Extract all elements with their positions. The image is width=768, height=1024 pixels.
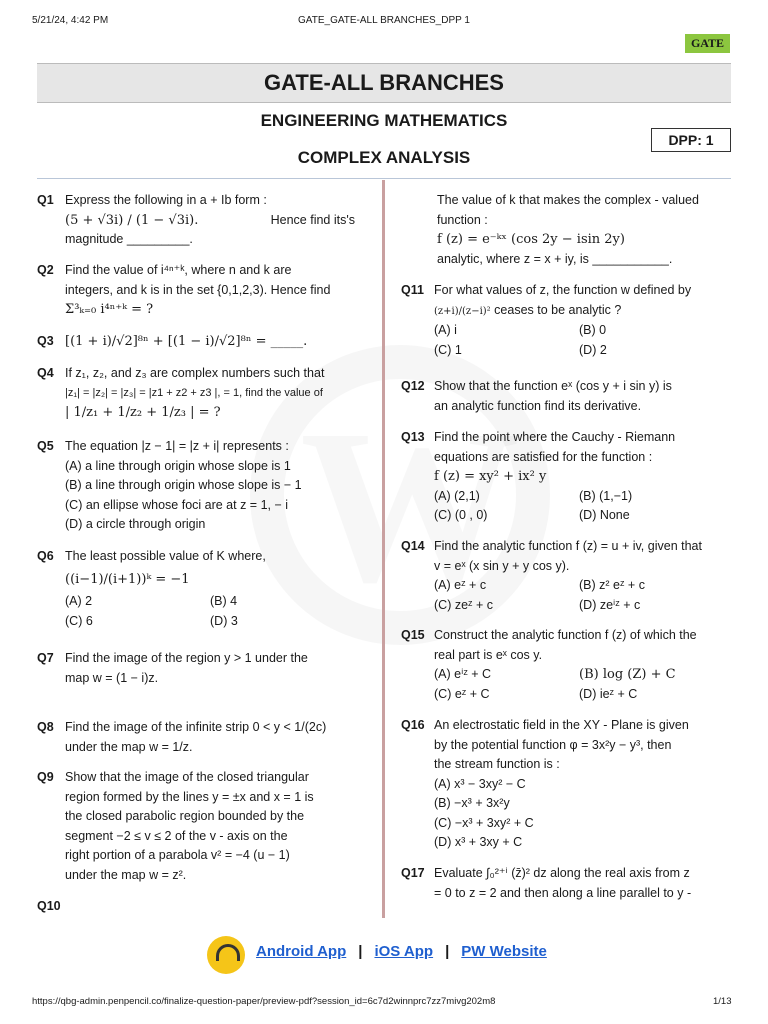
question-q6: The least possible value of K where, ((i−1)/(i+1))ᵏ = −1 (A) 2 (B) 4 (C) 6 (D) 3	[65, 547, 355, 631]
question-q7: Find the image of the region y > 1 under the map w = (1 − i)z.	[65, 651, 308, 685]
q13-option-d: (D) None	[579, 508, 630, 522]
pw-website-link[interactable]: PW Website	[461, 943, 547, 960]
question-q11: For what values of z, the function w defined by (z+i)/(z−i)² ceases to be analytic ? (A) i (B) 0 (C) 1 (D) 2	[434, 281, 734, 360]
question-q4: If z₁, z₂, and z₃ are complex numbers such that |z₁| = |z₂| = |z₃| = |z1 + z2 + z3 |, = 1, find the value of | 1/z₁ + 1/z₂ + 1/z₃ | = ?	[65, 366, 325, 420]
question-q8: Find the image of the infinite strip 0 < y < 1/(2c) under the map w = 1/z.	[65, 720, 327, 754]
question-q9: Show that the image of the closed triangular region formed by the lines y = ±x and x = 1 is the closed parabolic region bounded by the segment −2 ≤ v ≤ 2 of the v - axis on the right portion of a parabola v² = −4 (u − 1) under the map w = z².	[65, 770, 314, 882]
q11-option-c: (C) 1	[434, 342, 462, 357]
q13-option-b: (B) (1,−1)	[579, 488, 633, 503]
q5-option-a: (A) a line through origin whose slope is 1	[65, 458, 291, 473]
question-q13: Find the point where the Cauchy - Riemann equations are satisfied for the function : f (z) = xy² + ix² y (A) (2,1) (B) (1,−1) (C) (0 , 0) (D) None	[434, 428, 734, 526]
q2-number: Q2	[37, 263, 54, 277]
question-q12: Show that the function eˣ (cos y + i sin y) is an analytic function find its derivative.	[434, 379, 672, 413]
q15-option-d: (D) ieᶻ + C	[579, 686, 638, 701]
q15-option-a: (A) eⁱᶻ + C	[434, 667, 492, 681]
dpp-box: DPP: 1	[651, 128, 731, 152]
footer-links	[256, 943, 547, 960]
q14-number: Q14	[401, 539, 425, 553]
q5-option-c: (C) an ellipse whose foci are at z = 1, − i	[65, 497, 289, 512]
question-q14: Find the analytic function f (z) = u + iv, given that v = eˣ (x sin y + y cos y). (A) eᶻ + c (B) z² eᶻ + c (C) zeᶻ + c (D) zeⁱᶻ + c	[434, 537, 734, 615]
question-q10-continued: The value of k that makes the complex - valued function : f (z) = e⁻ᵏˣ (cos 2y − isin 2y) analytic, where z = x + iy, is ___________.	[437, 193, 699, 266]
question-q16: An electrostatic field in the XY - Plane is given by the potential function φ = 3x²y − y³, then the stream function is : (A) x³ − 3xy² − C (B) −x³ + 3x²y (C) −x³ + 3xy² + C (D) x³ + 3xy + C	[434, 716, 734, 853]
android-app-link[interactable]: Android App	[256, 943, 347, 960]
q16-option-d: (D) x³ + 3xy + C	[434, 835, 523, 849]
q8-number: Q8	[37, 720, 54, 734]
q3-number: Q3	[37, 334, 54, 348]
question-q2: Find the value of i⁴ⁿ⁺ᵏ, where n and k are integers, and k is in the set {0,1,2,3). Hence find Σ³ₖ₌₀ i⁴ⁿ⁺ᵏ = ?	[65, 263, 331, 317]
q6-option-b: (B) 4	[210, 594, 238, 608]
q11-option-a: (A) i	[434, 323, 457, 337]
q16-option-c: (C) −x³ + 3xy² + C	[434, 815, 534, 830]
q14-option-b: (B) z² eᶻ + c	[579, 578, 645, 592]
q10-number: Q10	[37, 899, 61, 913]
q11-number: Q11	[401, 283, 424, 297]
q5-option-d: (D) a circle through origin	[65, 517, 206, 531]
q16-option-a: (A) x³ − 3xy² − C	[434, 776, 526, 791]
q12-number: Q12	[401, 379, 425, 393]
q6-option-d: (D) 3	[210, 613, 238, 628]
ios-app-link[interactable]: iOS App	[374, 943, 434, 960]
question-q17: Evaluate ∫₀²⁺ⁱ (z̄)² dz along the real axis from z = 0 to z = 2 and then along a line parallel to y -	[434, 866, 692, 900]
q16-number: Q16	[401, 718, 425, 732]
question-q1: Express the following in a + Ib form : (5 + √3i) / (1 − √3i). Hence find its's magnitude _________.	[65, 193, 355, 246]
print-url: https://qbg-admin.penpencil.co/finalize-question-paper/preview-pdf?session_id=6c7d2winnprc7zz7mivg202m8	[32, 996, 496, 1007]
q17-number: Q17	[401, 866, 425, 880]
print-title: GATE_GATE-ALL BRANCHES_DPP 1	[298, 15, 470, 26]
q13-option-a: (A) (2,1)	[434, 488, 480, 503]
exam-badge: GATE	[685, 34, 730, 53]
q14-option-c: (C) zeᶻ + c	[434, 597, 494, 612]
footer-separator: |	[358, 943, 363, 960]
q6-option-a: (A) 2	[65, 594, 93, 608]
print-page-number: 1/13	[713, 996, 732, 1007]
page-banner: GATE-ALL BRANCHES	[37, 63, 731, 103]
q14-option-a: (A) eᶻ + c	[434, 578, 487, 592]
q15-number: Q15	[401, 628, 425, 642]
q15-option-c: (C) eᶻ + C	[434, 686, 490, 701]
q13-option-c: (C) (0 , 0)	[434, 508, 488, 522]
topic-title: COMPLEX ANALYSIS	[297, 148, 471, 167]
q6-number: Q6	[37, 549, 54, 563]
subject-title: ENGINEERING MATHEMATICS	[260, 111, 508, 130]
question-q3: [(1 + i)/√2]⁸ⁿ + [(1 − i)/√2]⁸ⁿ = _____.	[65, 334, 308, 349]
q11-option-d: (D) 2	[579, 342, 607, 357]
q9-number: Q9	[37, 770, 54, 784]
q13-number: Q13	[401, 430, 425, 444]
customer-service-logo	[207, 936, 245, 974]
column-divider	[382, 180, 385, 918]
q15-option-b: (B) log (Z) + C	[579, 667, 676, 682]
question-q5: The equation |z − 1| = |z + i| represents : (A) a line through origin whose slope is 1 (B) a line through origin whose slope is − 1 (C) an ellipse whose foci are at z = 1, − i (D) a circle through origin	[65, 437, 365, 535]
q6-option-c: (C) 6	[65, 613, 93, 628]
q14-option-d: (D) zeⁱᶻ + c	[579, 597, 641, 612]
q5-number: Q5	[37, 439, 54, 453]
q4-number: Q4	[37, 366, 54, 380]
q1-number: Q1	[37, 193, 54, 207]
q11-option-b: (B) 0	[579, 323, 607, 337]
header-divider	[37, 178, 731, 179]
q7-number: Q7	[37, 651, 54, 665]
footer-separator: |	[445, 943, 450, 960]
q16-option-b: (B) −x³ + 3x²y	[434, 796, 510, 810]
q5-option-b: (B) a line through origin whose slope is − 1	[65, 478, 302, 492]
question-q15: Construct the analytic function f (z) of which the real part is eˣ cos y. (A) eⁱᶻ + C (B) log (Z) + C (C) eᶻ + C (D) ieᶻ + C	[434, 626, 734, 704]
print-datetime: 5/21/24, 4:42 PM	[32, 15, 109, 26]
